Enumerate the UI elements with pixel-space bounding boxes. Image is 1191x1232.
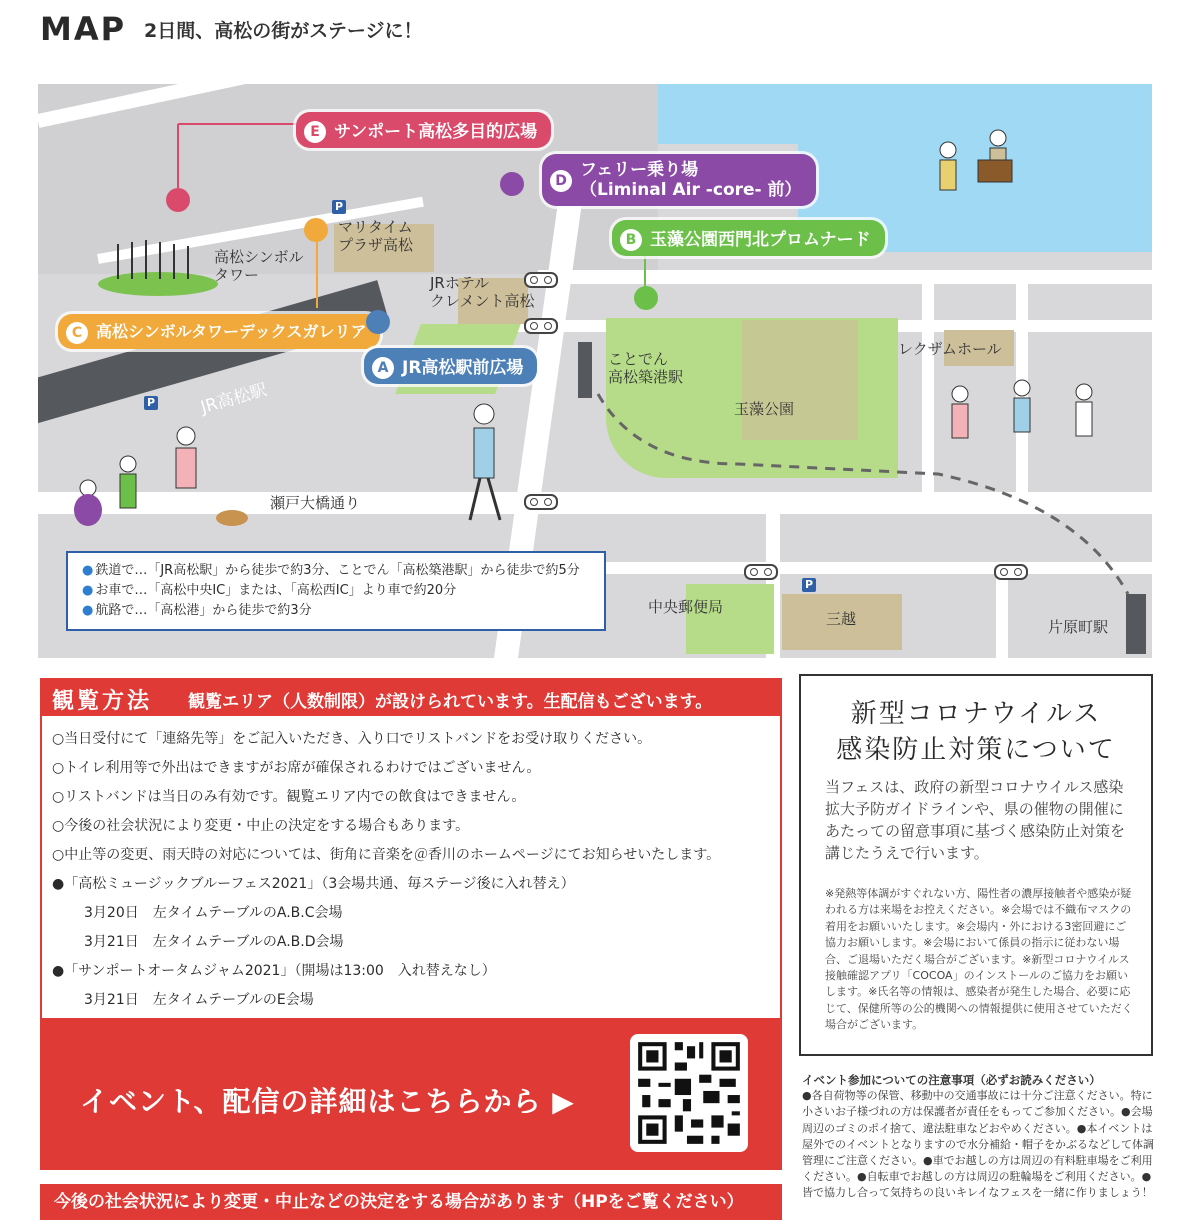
crossing-icon [524, 318, 558, 334]
venue-label: 玉藻公園西門北プロムナード [650, 230, 871, 250]
viewing-line: ●「高松ミュージックブルーフェス2021」（3会場共通、毎ステージ後に入れ替え） [52, 876, 575, 892]
crossing-icon [744, 564, 778, 580]
page-subtitle: 2日間、高松の街がステージに！ [144, 20, 423, 42]
viewing-title: 観覧方法 [52, 689, 153, 714]
covid-title-line2: 感染防止対策について [836, 735, 1116, 765]
label-katahara-station: 片原町駅 [1048, 618, 1109, 636]
venue-label [580, 160, 802, 200]
access-info-box [66, 551, 606, 631]
access-train: ● 鉄道で…「JR高松駅」から徒歩で約3分、ことでん「高松築港駅」から徒歩で約5分 [82, 561, 604, 581]
status-notice-bar: 今後の社会状況により変更・中止などの決定をする場合があります（HPをご覧ください） [40, 1184, 782, 1220]
venue-label: 高松シンボルタワーデックスガレリア [96, 322, 367, 341]
dancers-illustration-icon [938, 374, 1118, 474]
venue-pin-d[interactable] [542, 154, 816, 206]
label-post-office: 中央郵便局 [648, 598, 724, 616]
viewing-line: ○中止等の変更、雨天時の対応については、街角に音楽を＠香川のホームページにてお知らせいたします。 [52, 847, 721, 863]
venue-pin-c[interactable] [58, 314, 380, 349]
venue-dot-d [500, 172, 524, 196]
venue-map [38, 84, 1152, 658]
venue-pin-b[interactable] [612, 220, 885, 256]
viewing-line: 3月20日 左タイムテーブルのA.B.C会場 [84, 905, 343, 921]
viewing-section [40, 678, 782, 1170]
venue-label-line1: フェリー乗り場 [580, 160, 699, 180]
participation-notice [802, 1072, 1154, 1202]
viewing-line: ●「サンポートオータムジャム2021」（開場は13:00 入れ替えなし） [52, 963, 496, 979]
label-symbol-tower: 高松シンボル タワー [214, 248, 304, 284]
viewing-subtitle: 観覧エリア（人数制限）が設けられています。生配信もございます。 [188, 692, 713, 712]
kotoden-station-marker [578, 342, 592, 398]
viewing-header [42, 680, 780, 716]
label-tamamo-park: 玉藻公園 [734, 400, 795, 418]
page-title: MAP [40, 10, 127, 48]
venue-label: サンポート高松多目的広場 [334, 122, 538, 142]
crowd-illustration-icon [88, 224, 218, 304]
viewing-line: 3月21日 左タイムテーブルのE会場 [84, 992, 314, 1008]
covid-body: 当フェスは、政府の新型コロナウイルス感染拡大予防ガイドラインや、県の催物の開催にあたっての留意事項に基づく感染防止対策を講じたうえで行います。 [825, 778, 1126, 862]
covid-notes: ※発熱等体調がすぐれない方、陽性者の濃厚接触者や感染が疑われる方は来場をお控えください。※会場では不織布マスクの着用をお願いいたします。※会場内・外における3密回避にご協力お願いします。※会場において係員の指示に従わない場合、ご退場いただく場合がございます。※新型コロナウイルス接触確認アプリ「COCOA」のインストールのご協力をお願いします。※氏名等の情報は、感染者が発生した場合、必要に応じて、保健所等の公的機関への情報提供に使用させていただく場合がございます。 [825, 887, 1133, 1032]
venue-pin-e[interactable] [296, 112, 551, 148]
viewing-line: ○リストバンドは当日のみ有効です。観覧エリア内での飲食はできません。 [52, 789, 526, 805]
parking-icon: P [802, 578, 816, 592]
venue-pin-a[interactable] [364, 348, 537, 384]
venue-label-line2: （Liminal Air -core- 前） [580, 180, 802, 200]
venue-letter: A [372, 357, 394, 379]
notice-title: イベント参加についての注意事項（必ずお読みください） [802, 1073, 1101, 1087]
event-details-link-label[interactable]: イベント、配信の詳細はこちらから ▶ [80, 1085, 575, 1118]
event-details-link[interactable] [42, 1018, 780, 1168]
venue-letter: E [304, 121, 326, 143]
viewing-line: ○当日受付にて「連絡先等」をご記入いただき、入り口でリストバンドをお受け取りください。 [52, 731, 652, 747]
parking-icon: P [144, 396, 158, 410]
qr-code-icon[interactable] [630, 1034, 748, 1152]
venue-dot-b [634, 286, 658, 310]
notice-body: ●各自荷物等の保管、移動中の交通事故には十分ご注意ください。特に小さいお子様づれの方は保護者が責任をもってご参加ください。●会場周辺のゴミのポイ捨て、違法駐車などおやめください。●本イベントは屋外でのイベントとなりますので水分補給・帽子をかぶるなどして体調管理にご注意ください。●車でお越しの方は周辺の有料駐車場をご利用ください。●自転車でお越しの方は周辺の駐輪場をご利用ください。●皆で協力し合って気持ちの良いキレイなフェスを一緒に作りましょう！ [802, 1089, 1154, 1200]
label-kotoden-station: ことでん 高松築港駅 [608, 350, 684, 386]
parking-icon: P [332, 200, 346, 214]
covid-title [801, 696, 1151, 768]
label-jr-station: JR高松駅 [198, 380, 270, 418]
label-rexam-hall: レクザムホール [898, 340, 1002, 358]
access-ferry: ● 航路で…「高松港」から徒歩で約3分 [82, 601, 604, 621]
covid-measures-box [799, 674, 1153, 1056]
venue-dot-c [304, 218, 328, 242]
venue-dot-e [166, 188, 190, 212]
venue-letter: D [550, 170, 572, 192]
katahara-station-marker [1126, 594, 1146, 654]
covid-title-line1: 新型コロナウイルス [850, 699, 1102, 729]
crossing-icon [994, 564, 1028, 580]
viewing-line: 3月21日 左タイムテーブルのA.B.D会場 [84, 934, 344, 950]
label-mitsukoshi: 三越 [826, 610, 857, 628]
walker-illustration-icon [456, 400, 516, 530]
crossing-icon [524, 272, 558, 288]
viewing-line: ○今後の社会状況により変更・中止の決定をする場合もあります。 [52, 818, 470, 834]
viewing-line: ○トイレ利用等で外出はできますがお席が確保されるわけではございません。 [52, 760, 541, 776]
venue-label: JR高松駅前広場 [402, 358, 524, 378]
access-car: ● お車で…「高松中央IC」または、「高松西IC」より車で約20分 [82, 581, 604, 601]
label-seto-ohashi-street: 瀬戸大橋通り [270, 494, 361, 512]
label-jr-hotel: JRホテル クレメント高松 [430, 274, 535, 310]
label-maritime-plaza: マリタイム プラザ高松 [338, 218, 414, 254]
musicians-illustration-icon [918, 120, 1028, 220]
venue-letter: B [620, 229, 642, 251]
family-illustration-icon [62, 414, 252, 534]
venue-letter: C [66, 322, 88, 344]
venue-dot-a [366, 310, 390, 334]
crossing-icon [524, 494, 558, 510]
